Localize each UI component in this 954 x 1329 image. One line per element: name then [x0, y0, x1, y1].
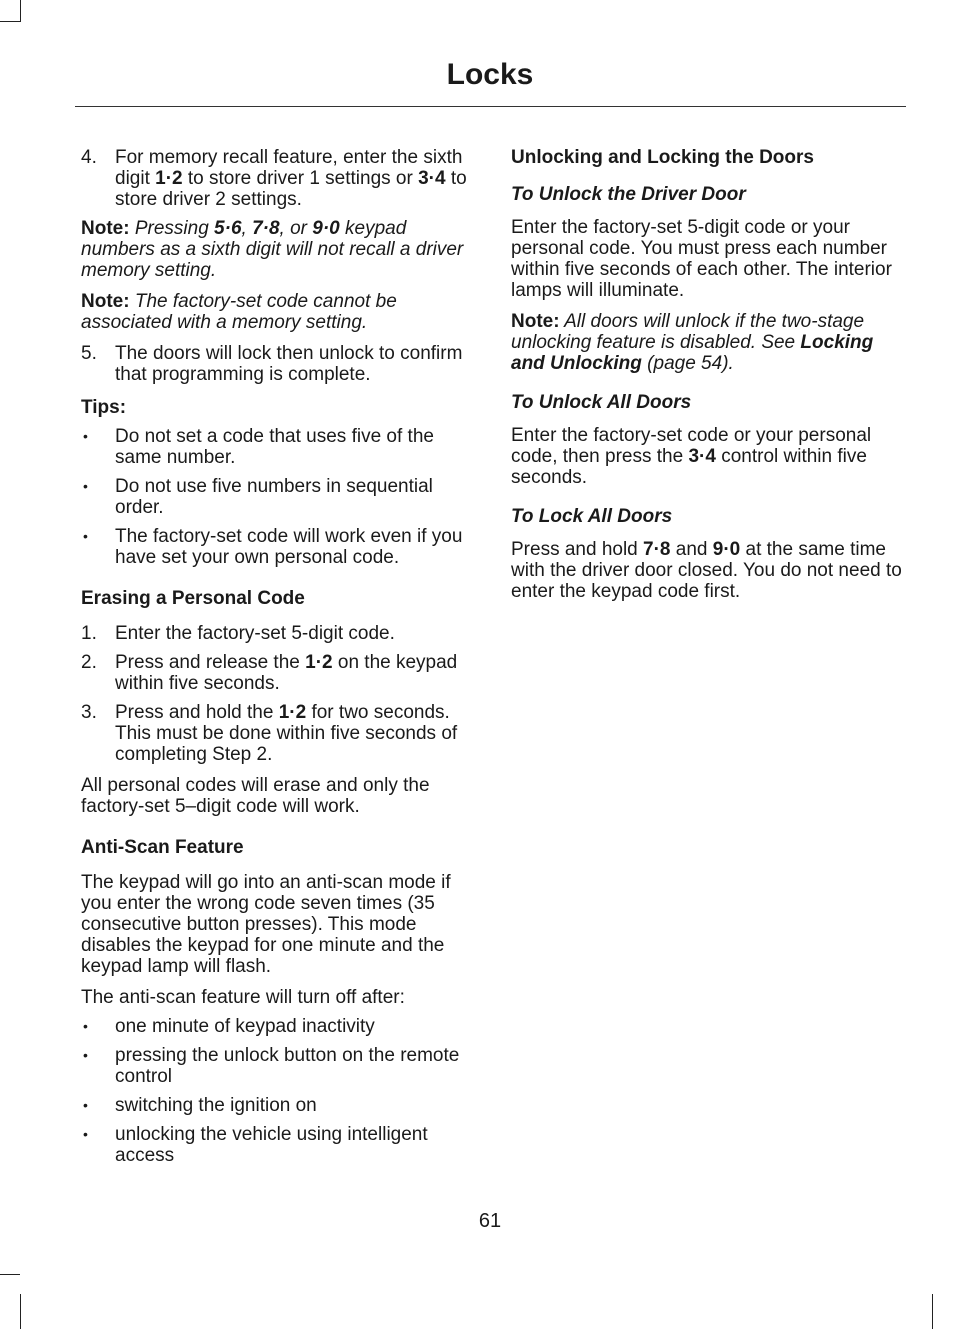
list-item: • The factory-set code will work even if you have set your own personal code. — [83, 526, 463, 568]
list-item: • one minute of keypad inactivity — [83, 1016, 375, 1037]
crop-mark — [0, 21, 20, 22]
section-heading: Unlocking and Locking the Doors — [511, 147, 814, 168]
list-item: 4. For memory recall feature, enter the sixth digit 1·2 to store driver 1 settings or 3·4 to store driver 2 settings. — [81, 147, 467, 210]
left-column — [81, 147, 474, 1174]
list-item: 3. Press and hold the 1·2 for two seconds. This must be done within five seconds of completing Step 2. — [81, 702, 458, 765]
section-heading: Erasing a Personal Code — [81, 588, 305, 609]
note: Note: All doors will unlock if the two-stage unlocking feature is disabled. See Locking and Unlocking (page 54). — [511, 311, 874, 374]
page-number: 61 — [478, 1210, 502, 1232]
subsection-heading: To Lock All Doors — [511, 506, 673, 527]
note: Note: The factory-set code cannot be associated with a memory setting. — [81, 291, 397, 333]
list-item: • pressing the unlock button on the remote control — [83, 1045, 460, 1087]
list-item: 2. Press and release the 1·2 on the keypad within five seconds. — [81, 652, 458, 694]
list-item: • unlocking the vehicle using intelligent access — [83, 1124, 428, 1166]
paragraph: The anti-scan feature will turn off after: — [81, 987, 405, 1008]
crop-mark — [932, 1294, 933, 1329]
list-item: • Do not set a code that uses five of the same number. — [83, 426, 434, 468]
subsection-heading: To Unlock the Driver Door — [511, 184, 746, 205]
list-item: • switching the ignition on — [83, 1095, 317, 1116]
subsection-heading: To Unlock All Doors — [511, 392, 692, 413]
crop-mark — [20, 1294, 21, 1329]
paragraph: The keypad will go into an anti-scan mode if you enter the wrong code seven times (35 consecutive button presses). This mode disables the keypad for one minute and the keypad lamp will flash. — [81, 872, 451, 977]
header-divider — [75, 106, 906, 107]
list-item: • Do not use five numbers in sequential order. — [83, 476, 433, 518]
paragraph: Press and hold 7·8 and 9·0 at the same time with the driver door closed. You do not need to enter the keypad code first. — [511, 539, 902, 602]
note: Note: Pressing 5·6, 7·8, or 9·0 keypad numbers as a sixth digit will not recall a driver memory setting. — [81, 218, 464, 281]
right-column — [511, 147, 906, 612]
list-item: 5. The doors will lock then unlock to confirm that programming is complete. — [81, 343, 463, 385]
paragraph: All personal codes will erase and only the factory-set 5–digit code will work. — [81, 775, 430, 817]
tips-label: Tips: — [81, 397, 127, 418]
crop-mark — [0, 1274, 20, 1275]
crop-mark — [20, 0, 21, 22]
paragraph: Enter the factory-set 5-digit code or your personal code. You must press each number within five seconds of each other. The interior lamps will illuminate. — [511, 217, 892, 301]
list-item: 1. Enter the factory-set 5-digit code. — [81, 623, 395, 644]
page-title: Locks — [446, 58, 534, 91]
section-heading: Anti-Scan Feature — [81, 837, 244, 858]
paragraph: Enter the factory-set code or your personal code, then press the 3·4 control within five seconds. — [511, 425, 872, 488]
